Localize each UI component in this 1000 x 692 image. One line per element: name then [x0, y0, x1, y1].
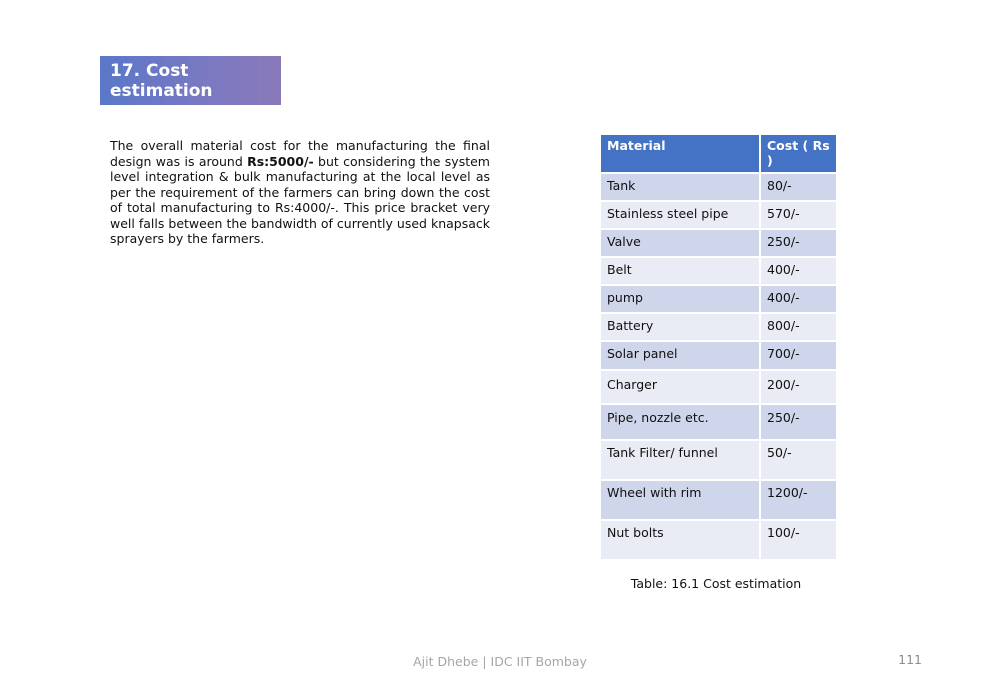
table-row: [600, 370, 837, 404]
header-material: Material: [600, 134, 760, 173]
material-cell: Solar panel: [600, 341, 760, 370]
material-cell: Tank: [600, 173, 760, 201]
material-cell: Nut bolts: [600, 520, 760, 560]
paragraph-text-1: The overall material cost for the manufacturing the final design was is around: [110, 138, 490, 169]
table-row: [600, 201, 837, 229]
table-row: [600, 313, 837, 341]
material-cell: Belt: [600, 257, 760, 285]
table-caption: Table: 16.1 Cost estimation: [630, 576, 802, 591]
table-row: [600, 480, 837, 520]
cost-cell: 570/-: [760, 201, 837, 229]
material-cell: pump: [600, 285, 760, 313]
paragraph-highlight: Rs:5000/-: [247, 153, 314, 169]
material-cell: Stainless steel pipe: [600, 201, 760, 229]
table-header-row: [600, 134, 837, 173]
cost-cell: 400/-: [760, 257, 837, 285]
table-row: [600, 173, 837, 201]
material-cell: Wheel with rim: [600, 480, 760, 520]
material-cell: Pipe, nozzle etc.: [600, 404, 760, 440]
table-row: [600, 341, 837, 370]
cost-cell: 200/-: [760, 370, 837, 404]
table-row: [600, 257, 837, 285]
cost-cell: 400/-: [760, 285, 837, 313]
cost-cell: 250/-: [760, 229, 837, 257]
cost-cell: 80/-: [760, 173, 837, 201]
section-heading-box: [100, 56, 281, 105]
table-row: [600, 520, 837, 560]
material-cell: Valve: [600, 229, 760, 257]
material-cell: Battery: [600, 313, 760, 341]
body-paragraph: [110, 138, 490, 247]
cost-cell: 800/-: [760, 313, 837, 341]
paragraph-text-2: but considering the system level integration & bulk manufacturing at the local level as per the requirement of the farmers can bring down the cost of total manufacturing to Rs:4000/-. This price bracket very well falls between the bandwidth of currently used knapsack sprayers by the farmers.: [110, 153, 490, 246]
page-footer: Ajit Dhebe | IDC IIT Bombay: [413, 654, 587, 669]
table-row: [600, 285, 837, 313]
section-heading: 17. Cost estimation: [110, 60, 213, 101]
page-number: 111: [898, 652, 922, 667]
cost-table: [599, 133, 838, 561]
table-row: [600, 440, 837, 480]
table-row: [600, 229, 837, 257]
cost-cell: 250/-: [760, 404, 837, 440]
table-row: [600, 404, 837, 440]
material-cell: Charger: [600, 370, 760, 404]
cost-cell: 50/-: [760, 440, 837, 480]
material-cell: Tank Filter/ funnel: [600, 440, 760, 480]
header-cost: Cost ( Rs ): [760, 134, 837, 173]
cost-cell: 100/-: [760, 520, 837, 560]
cost-cell: 700/-: [760, 341, 837, 370]
cost-cell: 1200/-: [760, 480, 837, 520]
